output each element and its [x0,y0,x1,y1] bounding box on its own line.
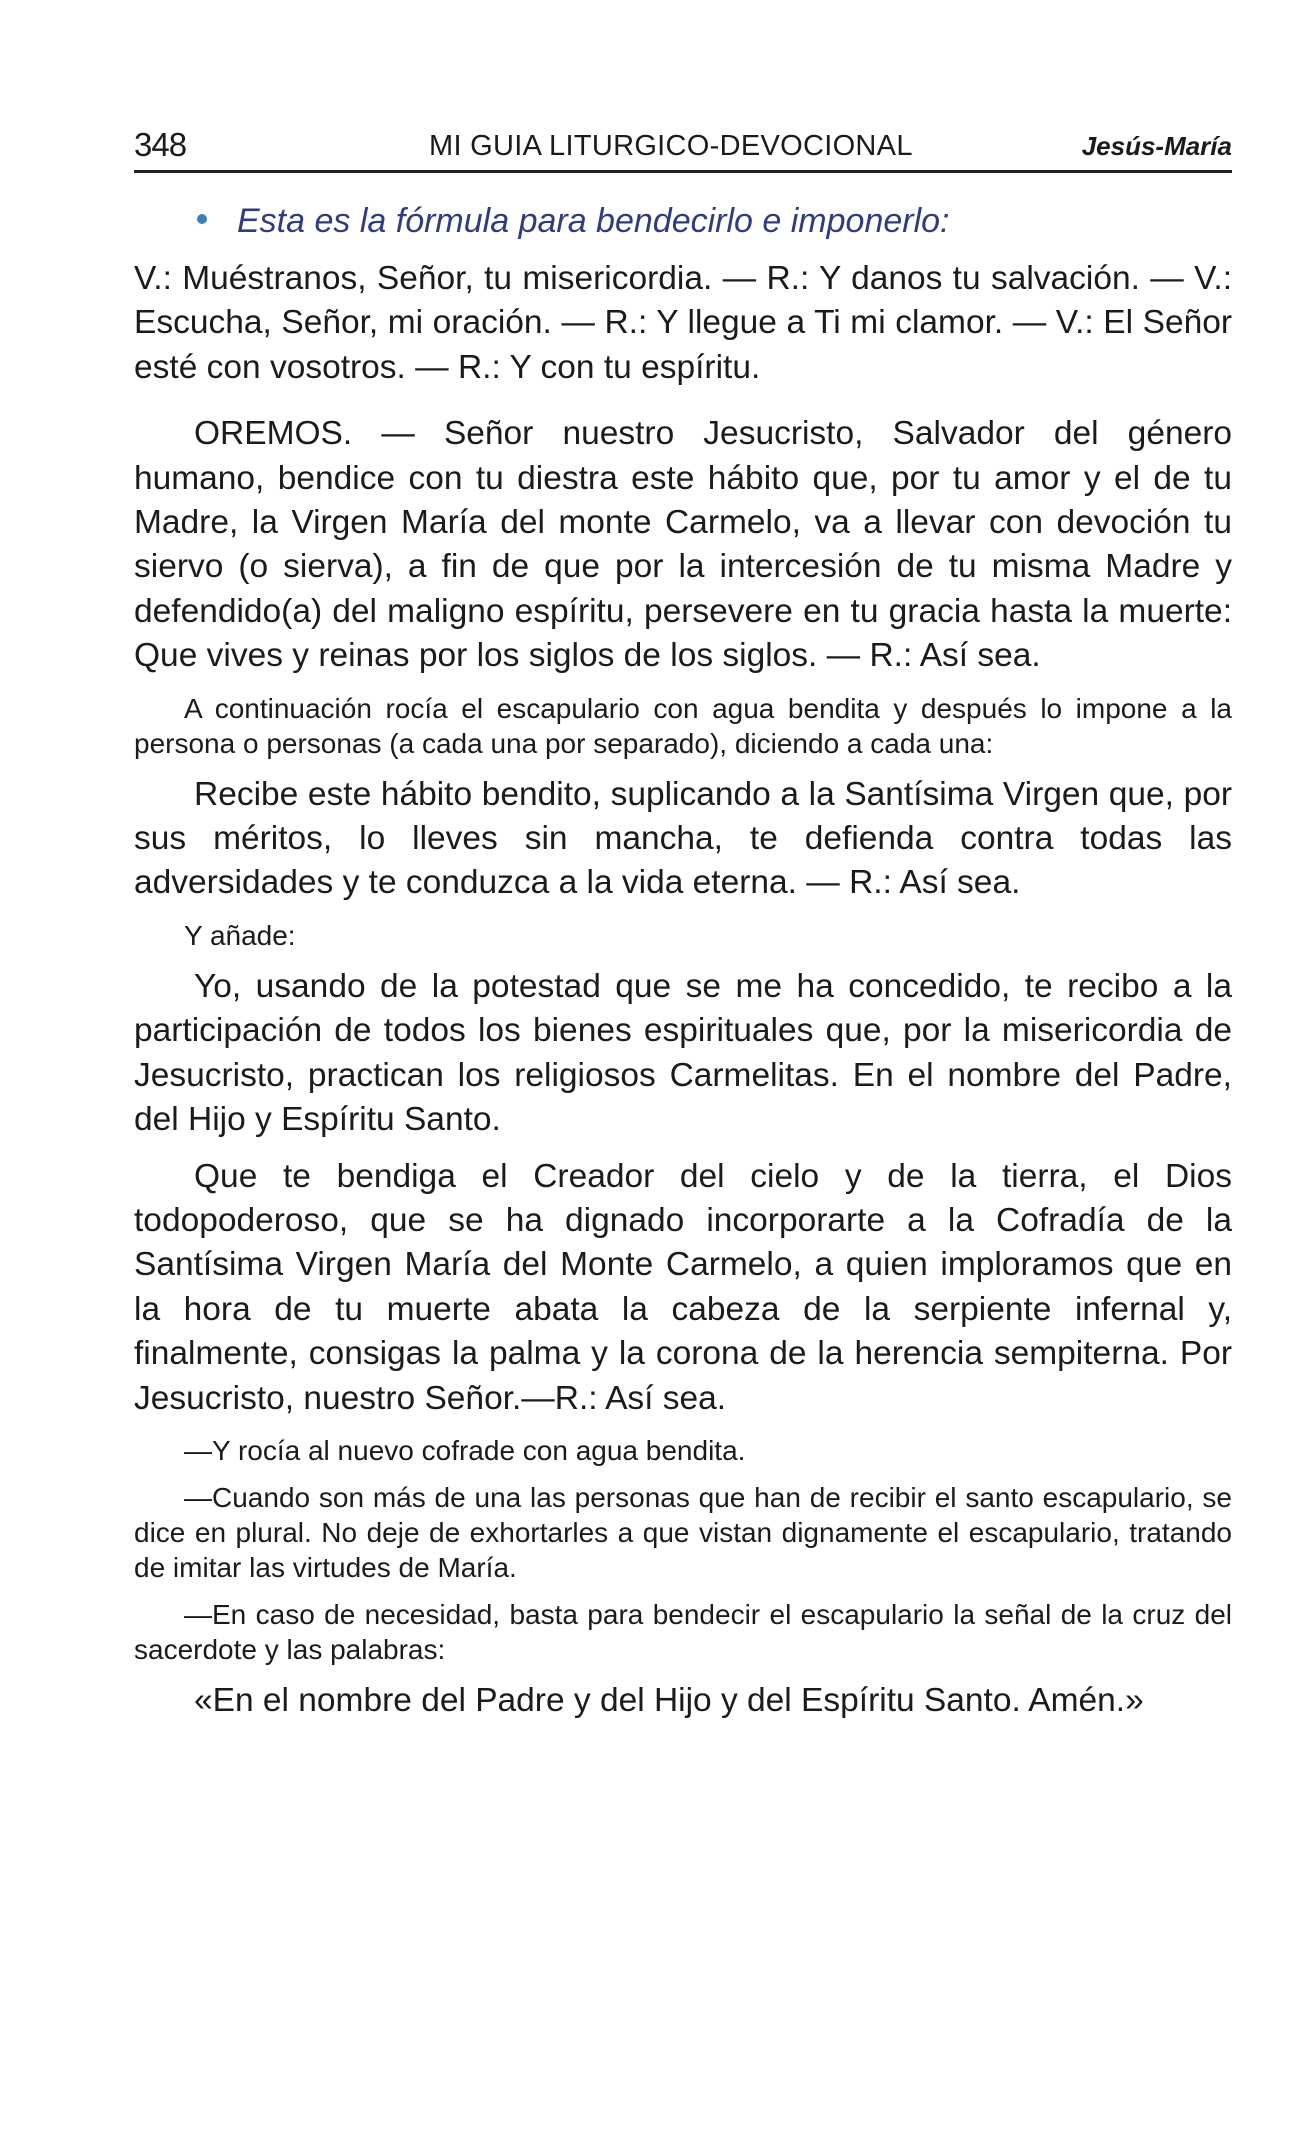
book-title: MI GUIA LITURGICO-DEVOCIONAL [429,130,913,162]
rubric-formula-text: Esta es la fórmula para bendecirlo e imponerlo: [237,202,950,240]
note-necesidad: —En caso de necesidad, basta para bendecir el escapulario la señal de la cruz del sacerdote y las palabras: [134,1598,1232,1665]
final-formula: «En el nombre del Padre y del Hijo y del Espíritu Santo. Amén.» [194,1681,1144,1719]
oremos-paragraph [134,412,1232,678]
note-rocia: —Y rocía al nuevo cofrade con agua bendita. [184,1434,746,1466]
versicles-paragraph: V.: Muéstranos, Señor, tu misericordia. — R.: Y danos tu salvación. — V.: Escucha, Señor, mi oración. — R.: Y llegue a Ti mi clamor. — V.: El Señor esté con vosotros. — R.: Y con tu espíritu. [134,260,1232,386]
yo-usando-paragraph: Yo, usando de la potestad que se me ha concedido, te recibo a la participación de todos los bienes espirituales que, por la misericordia de Jesucristo, practican los religiosos Carmelitas. En el nombre del Padre, del Hijo y Espíritu Santo. [134,967,1232,1139]
page [134,118,1232,1723]
que-te-bendiga-paragraph: Que te bendiga el Creador del cielo y de la tierra, el Dios todopoderoso, que se ha dignado incorporarte a la Cofradía de la Santísima Virgen María del Monte Carmelo, a quien imploramos que en la hora de tu muerte abata la cabeza de la serpiente infernal y, finalmente, consigas la palma y la corona de la herencia sempiterna. Por Jesucristo, nuestro Señor.—R.: Así sea. [134,1157,1232,1417]
note-plural: —Cuando son más de una las personas que han de recibir el santo escapulario, se dice en plural. No deje de exhortarles a que vistan dignamente el escapulario, tratando de imitar las virtudes de María. [134,1481,1232,1583]
rubric-rocia: A continuación rocía el escapulario con agua bendita y después lo impone a la persona o personas (a cada una por separado), diciendo a cada una: [134,692,1232,759]
recibe-paragraph: Recibe este hábito bendito, suplicando a la Santísima Virgen que, por sus méritos, lo lleves sin mancha, te defienda contra todas las adversidades y te conduzca a la vida eterna. — R.: Así sea. [134,775,1232,902]
page-number: 348 [134,126,187,163]
section-title: Jesús-María [1081,131,1232,161]
oremos-text: — Señor nuestro Jesucristo, Salvador del género humano, bendice con tu diestra este hábito que, por tu amor y el de tu Madre, la Virgen María del monte Carmelo, va a llevar con devoción tu siervo (o sierva), a fin de que por la intercesión de tu misma Madre y defendido(a) del maligno espíritu, persevere en tu gracia hasta la muerte: Que vives y reinas por los siglos de los siglos. — R.: Así sea. [134,415,1232,675]
bullet-icon [197,214,207,224]
rubric-anade: Y añade: [184,919,296,951]
oremos-label: OREMOS. [194,415,353,453]
running-header [134,118,1232,173]
rubric-formula [197,199,1232,243]
